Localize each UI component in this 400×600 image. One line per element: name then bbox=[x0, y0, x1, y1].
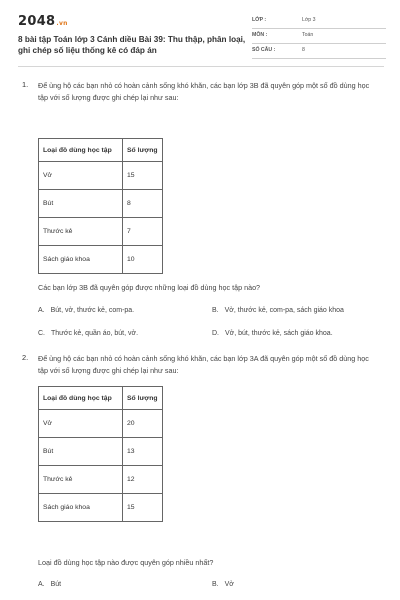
table-header-row bbox=[39, 387, 163, 410]
table-cell: Bút bbox=[39, 190, 123, 218]
option-letter: B. bbox=[212, 307, 219, 314]
question-prompt: Các bạn lớp 3B đã quyên góp được những loại đồ dùng học tập nào? bbox=[38, 283, 261, 292]
meta-info bbox=[252, 14, 386, 59]
option-text: Vở, thước kẻ, com-pa, sách giáo khoa bbox=[224, 307, 344, 314]
table-cell: 8 bbox=[123, 190, 163, 218]
table-cell: 13 bbox=[123, 438, 163, 466]
table-header: Loại đồ dùng học tập bbox=[39, 139, 123, 162]
header-divider bbox=[18, 66, 384, 67]
question-text: Để ủng hộ các bạn nhỏ có hoàn cảnh sống khó khăn, các bạn lớp 3B đã quyên góp một số đồ dùng học tập với số lượng được ghi chép lại như sau: bbox=[38, 81, 370, 102]
option-text: Bút, vở, thước kẻ, com-pa. bbox=[50, 307, 135, 314]
table-cell: Bút bbox=[39, 438, 123, 466]
table-cell: 12 bbox=[123, 466, 163, 494]
option-letter: A. bbox=[38, 307, 45, 314]
answer-option-c[interactable] bbox=[38, 330, 138, 337]
logo-suffix-text: .vn bbox=[56, 20, 68, 27]
table-cell: Vở bbox=[39, 162, 123, 190]
meta-value: 8 bbox=[302, 47, 305, 53]
table-header: Số lượng bbox=[123, 387, 163, 410]
data-table bbox=[38, 386, 163, 522]
question-prompt: Loại đồ dùng học tập nào được quyên góp nhiều nhất? bbox=[38, 558, 214, 567]
option-text: Thước kẻ, quần áo, bút, vở. bbox=[51, 330, 139, 337]
option-letter: C. bbox=[38, 330, 45, 337]
table-row bbox=[39, 190, 163, 218]
answer-option-b[interactable] bbox=[212, 307, 344, 314]
table-row bbox=[39, 466, 163, 494]
answer-option-d[interactable] bbox=[212, 330, 333, 337]
meta-row-question-count bbox=[252, 44, 386, 59]
table-cell: Sách giáo khoa bbox=[39, 246, 123, 274]
table-row bbox=[39, 218, 163, 246]
table-header: Số lượng bbox=[123, 139, 163, 162]
meta-row-subject bbox=[252, 29, 386, 44]
option-text: Vở, bút, thước kẻ, sách giáo khoa. bbox=[225, 330, 333, 337]
table-row bbox=[39, 438, 163, 466]
table-cell: Thước kẻ bbox=[39, 218, 123, 246]
page-title: 8 bài tập Toán lớp 3 Cánh diều Bài 39: Thu thập, phân loại, ghi chép số liệu thống kê có đáp án bbox=[18, 35, 246, 55]
table-row bbox=[39, 162, 163, 190]
meta-value: Toán bbox=[302, 32, 314, 38]
question-number: 1. bbox=[22, 80, 29, 89]
answer-option-b[interactable] bbox=[212, 581, 234, 588]
table-cell: 20 bbox=[123, 410, 163, 438]
option-letter: D. bbox=[212, 330, 219, 337]
table-cell: 10 bbox=[123, 246, 163, 274]
table-cell: 15 bbox=[123, 494, 163, 522]
option-letter: A. bbox=[38, 581, 45, 588]
table-cell: Vở bbox=[39, 410, 123, 438]
option-letter: B. bbox=[212, 581, 219, 588]
table-header: Loại đồ dùng học tập bbox=[39, 387, 123, 410]
table-cell: 7 bbox=[123, 218, 163, 246]
table-header-row bbox=[39, 139, 163, 162]
logo-main-text: 2048 bbox=[18, 14, 56, 29]
meta-row-class bbox=[252, 14, 386, 29]
option-text: Bút bbox=[50, 581, 62, 588]
meta-label: MÔN : bbox=[252, 32, 268, 38]
answer-option-a[interactable] bbox=[38, 307, 134, 314]
table-cell: Thước kẻ bbox=[39, 466, 123, 494]
meta-label: SỐ CÂU : bbox=[252, 47, 276, 53]
table-cell: 15 bbox=[123, 162, 163, 190]
site-logo[interactable] bbox=[18, 14, 68, 29]
option-text: Vở bbox=[224, 581, 234, 588]
answer-option-a[interactable] bbox=[38, 581, 61, 588]
table-row bbox=[39, 494, 163, 522]
page-header bbox=[18, 14, 384, 64]
table-cell: Sách giáo khoa bbox=[39, 494, 123, 522]
question-number: 2. bbox=[22, 353, 29, 362]
question-text: Để ủng hộ các bạn nhỏ có hoàn cảnh sống khó khăn, các bạn lớp 3A đã quyên góp một số đồ dùng học tập với số lượng được ghi chép lại như sau: bbox=[38, 354, 369, 375]
meta-value: Lớp 3 bbox=[302, 17, 316, 23]
meta-label: LỚP : bbox=[252, 17, 267, 23]
table-row bbox=[39, 246, 163, 274]
data-table bbox=[38, 138, 163, 274]
table-row bbox=[39, 410, 163, 438]
